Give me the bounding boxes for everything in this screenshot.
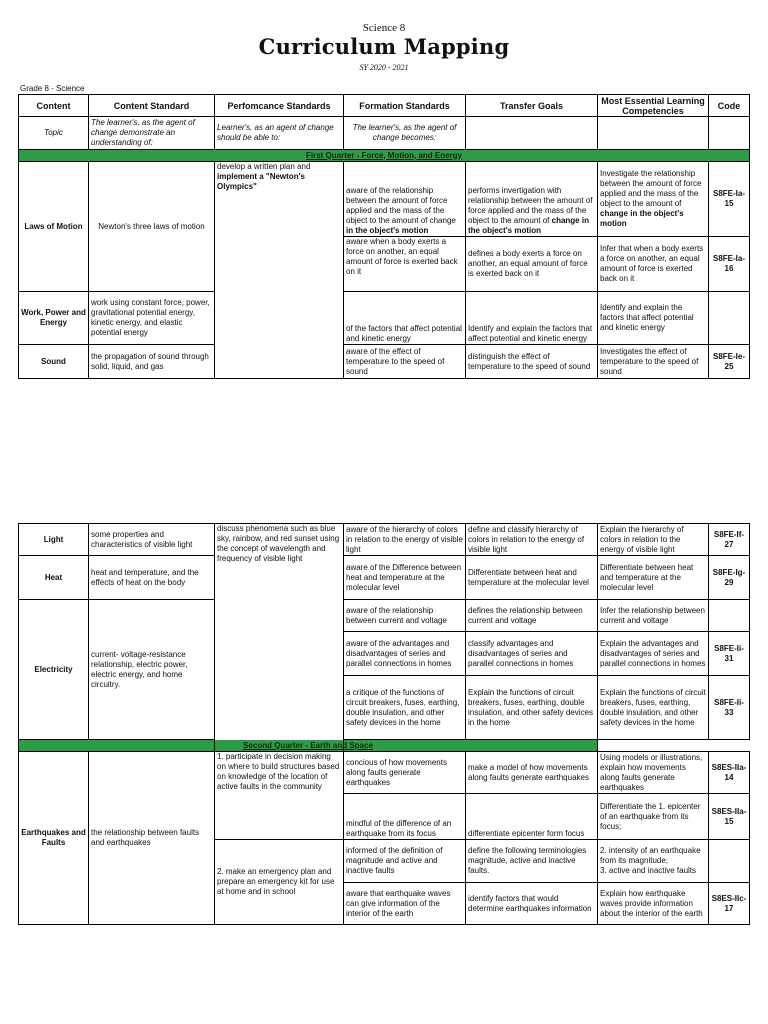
header-code: Code xyxy=(709,95,750,117)
transfer-electricity-1: defines the relationship between current and voltage xyxy=(466,600,598,632)
content-light: Light xyxy=(19,524,89,556)
transfer-earthquakes-1: make a model of how movements along faults generate earthquakes xyxy=(466,752,598,794)
topic-performance: Learner's, as an agent of change should be able to: xyxy=(215,117,344,150)
curriculum-table-page1 xyxy=(18,94,750,379)
performance-laws-of-motion xyxy=(215,162,344,379)
header-performance-standards: Perfomcance Standards xyxy=(215,95,344,117)
code-heat: S8FE-Ig-29 xyxy=(709,556,750,600)
table-row xyxy=(19,600,750,632)
formation-electricity-2: aware of the advantages and disadvantages of series and parallel connections in homes xyxy=(344,632,466,676)
header-content: Content xyxy=(19,95,89,117)
formation-light: aware of the hierarchy of colors in relation to the energy of visible light xyxy=(344,524,466,556)
melc-earthquakes-3 xyxy=(598,840,709,883)
content-heat: Heat xyxy=(19,556,89,600)
quarter-title-second: Second Quarter - Earth and Space xyxy=(243,740,373,750)
melc-electricity-2: Explain the advantages and disadvantages of series and parallel connections in homes xyxy=(598,632,709,676)
performance-light: discuss phenomena such as blue sky, rainbow, and red sunset using the concept of wavelength and frequency of visible light xyxy=(215,524,344,752)
performance-earthquakes-2: 2. make an emergency plan and prepare an emergency kit for use at home and in school xyxy=(215,840,344,925)
table-row xyxy=(19,162,750,237)
quarter-title-first: First Quarter - Force, Motion, and Energy xyxy=(305,150,463,160)
melc-earthquakes-4: Explain how earthquake waves provide information about the interior of the earth xyxy=(598,883,709,925)
header-transfer-goals: Transfer Goals xyxy=(466,95,598,117)
header-formation-standards: Formation Standards xyxy=(344,95,466,117)
melc-electricity-3: Explain the functions of circuit breakers, fuses, earthing, double insulation, and other safety devices in the home xyxy=(598,676,709,740)
transfer-laws-1-text: performs invertigation with relationship between the amount of force applied and the mass of the object to the amount of xyxy=(468,186,593,225)
transfer-electricity-2: classify advantages and disadvantages of series and parallel connections in homes xyxy=(466,632,598,676)
formation-work: of the factors that affect potential and kinetic energy xyxy=(344,292,466,345)
code-laws-2: S8FE-Ia-16 xyxy=(709,237,750,292)
standard-electricity: current- voltage-resistance relationship, electric power, electric energy, and home circuitry. xyxy=(89,600,215,740)
topic-formation: The learner's, as the agent of change becomes: xyxy=(344,117,466,150)
code-earthquakes-4: S8ES-IIc-17 xyxy=(709,883,750,925)
code-earthquakes-1: S8ES-IIa-14 xyxy=(709,752,750,794)
melc-laws-1-text: Investigate the relationship between the amount of force applied and the mass of the object to the amount of xyxy=(600,169,702,208)
melc-earthquakes-3-line-1: 2. intensity of an earthquake from its magnitude; xyxy=(600,846,701,865)
subject-label: Science 8 xyxy=(362,22,406,34)
code-work xyxy=(709,292,750,345)
topic-label: Topic xyxy=(19,117,89,150)
curriculum-table-page2 xyxy=(18,523,750,925)
melc-work: Identify and explain the factors that affect potential and kinetic energy xyxy=(598,292,709,345)
performance-earthquakes-1: 1. participate in decision making on where to build structures based on knowledge of the location of active faults in the community xyxy=(215,752,344,840)
melc-laws-1 xyxy=(598,162,709,237)
melc-laws-2: Infer that when a body exerts a force on another, an equal amount of force is exerted back on it xyxy=(598,237,709,292)
school-year: SY 2020 - 2021 xyxy=(359,63,409,72)
melc-earthquakes-3-line-2: 3. active and inactive faults xyxy=(600,866,697,875)
standard-heat: heat and temperature, and the effects of heat on the body xyxy=(89,556,215,600)
content-sound: Sound xyxy=(19,345,89,379)
code-earthquakes-3 xyxy=(709,840,750,883)
formation-laws-1 xyxy=(344,162,466,237)
formation-laws-1-bold: in the object's motion xyxy=(346,226,429,235)
code-laws-1: S8FE-Ia-15 xyxy=(709,162,750,237)
transfer-earthquakes-2: differentiate epicenter form focus xyxy=(466,794,598,840)
content-laws-of-motion: Laws of Motion xyxy=(19,162,89,292)
formation-electricity-1: aware of the relationship between current and voltage xyxy=(344,600,466,632)
code-electricity-1 xyxy=(709,600,750,632)
table-row xyxy=(19,345,750,379)
header-row xyxy=(19,95,750,117)
transfer-laws-1 xyxy=(466,162,598,237)
header-melc: Most Essential Learning Competencies xyxy=(598,95,709,117)
code-light: S8FE-If-27 xyxy=(709,524,750,556)
performance-line-2: implement a "Newton's Olympics" xyxy=(217,172,305,191)
document-title: Curriculum Mapping xyxy=(258,34,510,59)
melc-earthquakes-1: Using models or illustrations, explain how movements along faults generate earthquakes xyxy=(598,752,709,794)
formation-earthquakes-4: aware that earthquake waves can give information of the interior of the earth xyxy=(344,883,466,925)
code-sound: S8FE-Ie-25 xyxy=(709,345,750,379)
topic-code xyxy=(709,117,750,150)
transfer-sound: distinguish the effect of temperature to the speed of sound xyxy=(466,345,598,379)
content-electricity: Electricity xyxy=(19,600,89,740)
quarter-bar-first xyxy=(19,150,750,162)
standard-earthquakes: the relationship between faults and earthquakes xyxy=(89,752,215,925)
transfer-earthquakes-4: identify factors that would determine earthquakes information xyxy=(466,883,598,925)
transfer-laws-1-bold: change in the object's motion xyxy=(468,216,589,235)
content-earthquakes: Earthquakes and Faults xyxy=(19,752,89,925)
transfer-earthquakes-3: define the following terminologies magnitude, active and inactive faults. xyxy=(466,840,598,883)
table-row xyxy=(19,292,750,345)
melc-electricity-1: Infer the relationship between current and voltage xyxy=(598,600,709,632)
code-electricity-2: S8FE-Ii-31 xyxy=(709,632,750,676)
formation-earthquakes-2: mindful of the difference of an earthquake from its focus xyxy=(344,794,466,840)
melc-earthquakes-2: Differentiate the 1. epicenter of an earthquake from its focus; xyxy=(598,794,709,840)
quarter-bar-second xyxy=(19,740,750,752)
standard-work-power-energy: work using constant force, power, gravitational potential energy, kinetic energy, and elastic potential energy xyxy=(89,292,215,345)
grade-label: Grade 8 - Science xyxy=(20,84,85,93)
transfer-light: define and classify hierarchy of colors in relation to the energy of visible light xyxy=(466,524,598,556)
code-electricity-3: S8FE-Ii-33 xyxy=(709,676,750,740)
table-row xyxy=(19,556,750,600)
transfer-laws-2: defines a body exerts a force on another, an equal amount of force is exerted back on it xyxy=(466,237,598,292)
topic-transfer xyxy=(466,117,598,150)
formation-earthquakes-1: concious of how movements along faults generate earthquakes xyxy=(344,752,466,794)
formation-electricity-3: a critique of the functions of circuit breakers, fuses, earthing, double insulation, and other safety devices in the home xyxy=(344,676,466,740)
melc-light: Explain the hierarchy of colors in relation to the energy of visible light xyxy=(598,524,709,556)
formation-sound: aware of the effect of temperature to the speed of sound xyxy=(344,345,466,379)
transfer-work: Identify and explain the factors that affect potential and kinetic energy xyxy=(466,292,598,345)
standard-laws-of-motion: Newton's three laws of motion xyxy=(89,162,215,292)
melc-heat: Differentiate between heat and temperature at the molecular level xyxy=(598,556,709,600)
header-content-standard: Content Standard xyxy=(89,95,215,117)
melc-laws-1-bold: change in the object's motion xyxy=(600,209,684,228)
formation-heat: aware of the Difference between heat and temperature at the molecular level xyxy=(344,556,466,600)
topic-melc xyxy=(598,117,709,150)
formation-laws-1-text: aware of the relationship between the amount of force applied and the mass of the object to the amount of change xyxy=(346,186,456,225)
formation-laws-2: aware when a body exerts a force on another, an equal amount of force is exerted back on it xyxy=(344,237,466,292)
table-row xyxy=(19,752,750,794)
table-row xyxy=(19,524,750,556)
topic-row xyxy=(19,117,750,150)
topic-content-standard: The learner's, as the agent of change demonstrate an understanding of: xyxy=(89,117,215,150)
standard-light: some properties and characteristics of visible light xyxy=(89,524,215,556)
formation-earthquakes-3: informed of the definition of magnitude and active and inactive faults xyxy=(344,840,466,883)
transfer-heat: Differentiate between heat and temperature at the molecular level xyxy=(466,556,598,600)
code-earthquakes-2: S8ES-IIa-15 xyxy=(709,794,750,840)
performance-line-1: develop a written plan and xyxy=(217,162,311,171)
standard-sound: the propagation of sound through solid, liquid, and gas xyxy=(89,345,215,379)
transfer-electricity-3: Explain the functions of circuit breakers, fuses, earthing, double insulation, and other safety devices in the home xyxy=(466,676,598,740)
melc-sound: Investigates the effect of temperature to the speed of sound xyxy=(598,345,709,379)
content-work-power-energy: Work, Power and Energy xyxy=(19,292,89,345)
